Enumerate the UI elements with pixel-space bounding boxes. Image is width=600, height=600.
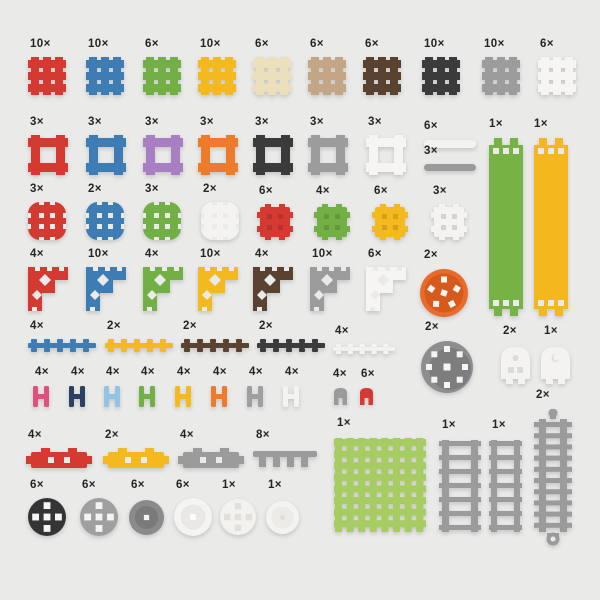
quantity-label: 3× xyxy=(145,183,159,195)
quantity-label: 4× xyxy=(213,366,227,378)
strip-piece xyxy=(28,339,96,352)
quantity-label: 6× xyxy=(361,368,375,380)
quantity-label: 10× xyxy=(88,38,109,50)
H-piece xyxy=(247,386,263,407)
quantity-label: 2× xyxy=(424,249,438,261)
quantity-label: 6× xyxy=(540,38,554,50)
quantity-label: 4× xyxy=(333,368,347,380)
frame-piece xyxy=(143,135,183,175)
wheel-dot-piece xyxy=(266,501,299,534)
quantity-label: 4× xyxy=(255,248,269,260)
connector-piece xyxy=(103,448,169,472)
frame-piece xyxy=(86,135,126,175)
strip-piece xyxy=(257,339,325,352)
quantity-label: 3× xyxy=(310,116,324,128)
quantity-label: 1× xyxy=(442,419,456,431)
clip-piece xyxy=(360,388,373,405)
H-piece xyxy=(33,386,49,407)
comb-piece xyxy=(253,451,317,467)
quantity-label: 6× xyxy=(82,479,96,491)
dome-face-piece xyxy=(500,345,531,385)
quantity-label: 1× xyxy=(489,118,503,130)
wheel-plus-piece xyxy=(28,498,66,536)
H-piece xyxy=(139,386,155,407)
quantity-label: 4× xyxy=(106,366,120,378)
mini-piece xyxy=(314,204,350,240)
quantity-label: 4× xyxy=(145,248,159,260)
frame-piece xyxy=(28,135,68,175)
waffle-piece xyxy=(308,57,346,95)
corner-piece xyxy=(198,267,238,311)
plate-piece xyxy=(334,438,426,532)
quantity-label: 6× xyxy=(30,479,44,491)
round-waffle-piece xyxy=(201,202,239,240)
tallbar-piece xyxy=(532,138,570,316)
quantity-label: 6× xyxy=(368,248,382,260)
round-waffle-piece xyxy=(86,202,124,240)
strip-piece xyxy=(105,339,173,352)
waffle-piece xyxy=(198,57,236,95)
ladder-piece xyxy=(489,440,522,532)
waffle-piece xyxy=(253,57,291,95)
quantity-label: 10× xyxy=(200,248,221,260)
frame-piece xyxy=(366,135,406,175)
quantity-label: 4× xyxy=(71,366,85,378)
quantity-label: 4× xyxy=(249,366,263,378)
quantity-label: 3× xyxy=(368,116,382,128)
quantity-label: 2× xyxy=(88,183,102,195)
quantity-label: 2× xyxy=(536,389,550,401)
quantity-label: 3× xyxy=(424,145,438,157)
quantity-label: 4× xyxy=(35,366,49,378)
tallbar-piece xyxy=(487,138,525,316)
connector-piece xyxy=(26,448,92,472)
quantity-label: 1× xyxy=(492,419,506,431)
corner-piece xyxy=(28,267,68,311)
quantity-label: 6× xyxy=(131,479,145,491)
quantity-label: 4× xyxy=(28,429,42,441)
quantity-label: 4× xyxy=(141,366,155,378)
H-piece xyxy=(104,386,120,407)
quantity-label: 1× xyxy=(268,479,282,491)
quantity-label: 3× xyxy=(200,116,214,128)
quantity-label: 6× xyxy=(424,120,438,132)
round-waffle-piece xyxy=(28,202,66,240)
wheel-ring-piece xyxy=(129,500,164,535)
quantity-label: 3× xyxy=(30,116,44,128)
quantity-label: 1× xyxy=(337,417,351,429)
quantity-label: 3× xyxy=(88,116,102,128)
quantity-label: 6× xyxy=(365,38,379,50)
quantity-label: 6× xyxy=(259,185,273,197)
ladder-piece xyxy=(439,440,481,532)
wheel-plus-piece xyxy=(220,499,256,535)
round-waffle-piece xyxy=(143,202,181,240)
quantity-label: 1× xyxy=(534,118,548,130)
H-piece xyxy=(69,386,85,407)
rail-piece xyxy=(531,409,575,546)
quantity-label: 3× xyxy=(145,116,159,128)
quantity-label: 2× xyxy=(107,320,121,332)
quantity-label: 8× xyxy=(256,429,270,441)
waffle-piece xyxy=(422,57,460,95)
quantity-label: 3× xyxy=(255,116,269,128)
waffle-piece xyxy=(86,57,124,95)
quantity-label: 2× xyxy=(259,320,273,332)
waffle-piece xyxy=(482,57,520,95)
mini-piece xyxy=(372,204,408,240)
wheel-orange-piece xyxy=(420,269,468,317)
quantity-label: 4× xyxy=(30,320,44,332)
quantity-label: 10× xyxy=(484,38,505,50)
waffle-piece xyxy=(143,57,181,95)
corner-piece xyxy=(366,267,406,311)
quantity-label: 10× xyxy=(88,248,109,260)
strip-piece xyxy=(333,344,395,354)
frame-piece xyxy=(198,135,238,175)
waffle-piece xyxy=(363,57,401,95)
waffle-piece xyxy=(538,57,576,95)
quantity-label: 2× xyxy=(203,183,217,195)
quantity-label: 2× xyxy=(503,325,517,337)
connector-piece xyxy=(178,448,244,472)
corner-piece xyxy=(86,267,126,311)
strip-piece xyxy=(181,339,249,352)
waffle-piece xyxy=(28,57,66,95)
quantity-label: 6× xyxy=(374,185,388,197)
quantity-label: 6× xyxy=(145,38,159,50)
frame-piece xyxy=(308,135,348,175)
quantity-label: 3× xyxy=(433,185,447,197)
quantity-label: 10× xyxy=(312,248,333,260)
quantity-label: 4× xyxy=(316,185,330,197)
clip-piece xyxy=(334,388,347,405)
quantity-label: 6× xyxy=(255,38,269,50)
wheel-gear-piece xyxy=(421,341,473,393)
quantity-label: 1× xyxy=(222,479,236,491)
quantity-label: 2× xyxy=(425,321,439,333)
dome-crescent-piece xyxy=(540,345,571,385)
H-piece xyxy=(175,386,191,407)
quantity-label: 2× xyxy=(183,320,197,332)
quantity-label: 6× xyxy=(176,479,190,491)
mini-piece xyxy=(431,204,467,240)
corner-piece xyxy=(143,267,183,311)
quantity-label: 1× xyxy=(544,325,558,337)
quantity-label: 10× xyxy=(30,38,51,50)
H-piece xyxy=(211,386,227,407)
rod-piece xyxy=(424,164,476,171)
quantity-label: 2× xyxy=(105,429,119,441)
quantity-label: 10× xyxy=(200,38,221,50)
quantity-label: 4× xyxy=(335,325,349,337)
quantity-label: 4× xyxy=(30,248,44,260)
H-piece xyxy=(283,386,299,407)
quantity-label: 10× xyxy=(424,38,445,50)
quantity-label: 4× xyxy=(177,366,191,378)
frame-piece xyxy=(253,135,293,175)
quantity-label: 3× xyxy=(30,183,44,195)
corner-piece xyxy=(253,267,293,311)
corner-piece xyxy=(310,267,350,311)
mini-piece xyxy=(257,204,293,240)
quantity-label: 6× xyxy=(310,38,324,50)
wheel-ring-piece xyxy=(174,498,212,536)
quantity-label: 4× xyxy=(180,429,194,441)
quantity-label: 4× xyxy=(285,366,299,378)
wheel-plus-piece xyxy=(80,498,118,536)
